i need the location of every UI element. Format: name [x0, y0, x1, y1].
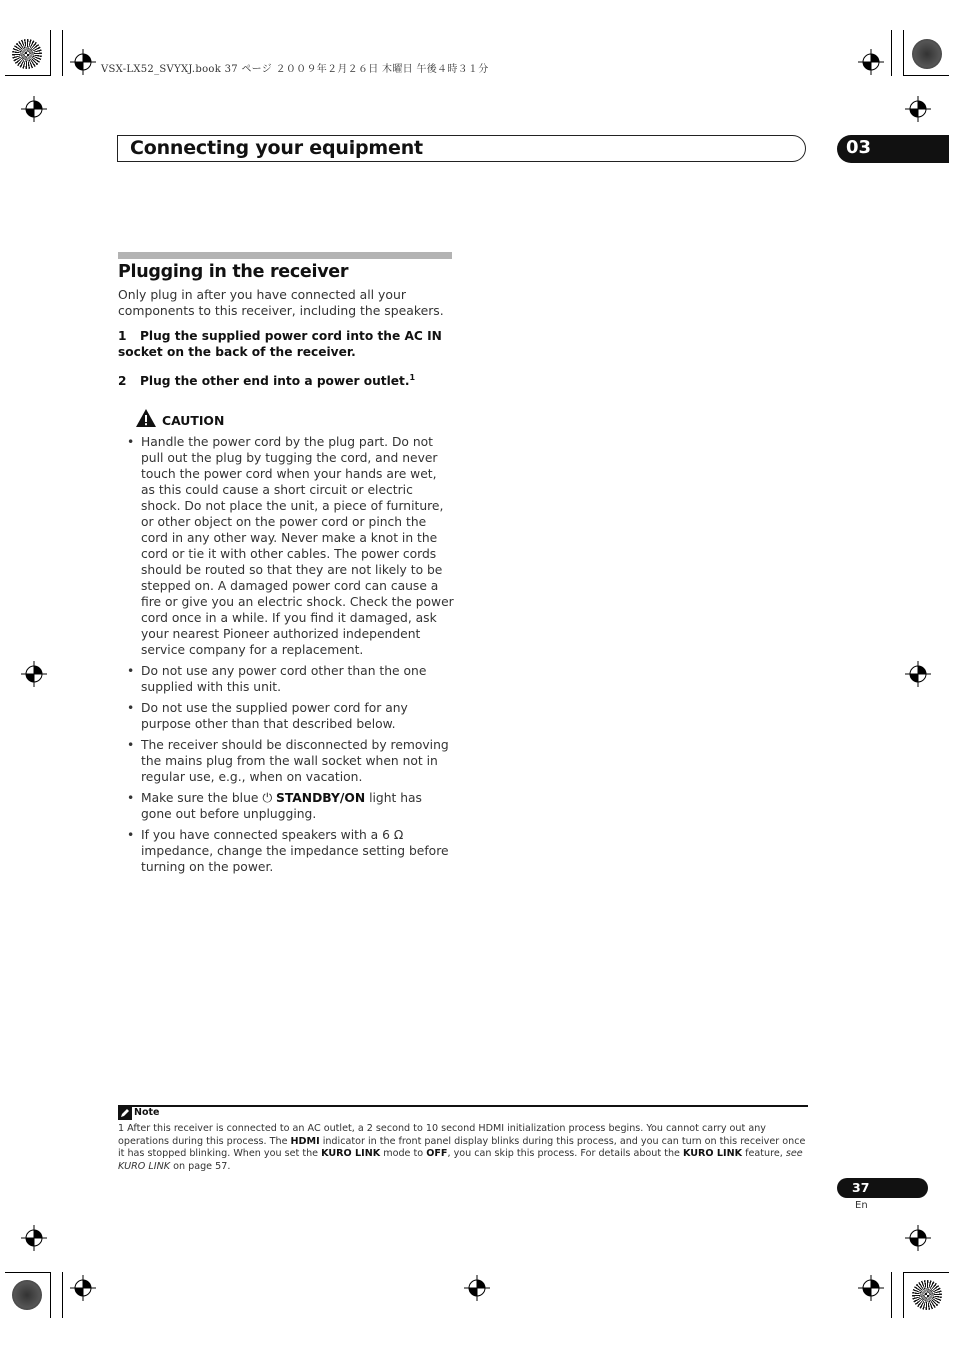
note-rule [118, 1105, 808, 1107]
registration-mark-icon [21, 96, 47, 122]
caution-list [127, 434, 454, 880]
caution-item-text: light has gone out before unplugging. [141, 791, 422, 821]
note-label: Note [134, 1107, 160, 1118]
footnote-ref: 1 [409, 372, 416, 382]
warning-triangle-icon [135, 408, 157, 428]
registration-mark-icon [905, 661, 931, 687]
section-intro: Only plug in after you have connected all your components to this receiver, including the speakers. [118, 287, 444, 318]
registration-mark-icon [21, 1225, 47, 1251]
color-target-icon [912, 39, 942, 69]
footnote-text: feature, [742, 1148, 786, 1159]
caution-item: • The receiver should be disconnected by removing the mains plug from the wall socket when not in regular use, e.g., when on vacation. [127, 737, 454, 785]
footnote-text: After this receiver is connected to an AC outlet, a 2 second to 10 second HDMI initialization process begins. You cannot carry out any operations during this process. The [118, 1123, 766, 1147]
step-number: 1 [118, 329, 127, 343]
footnote-term: KURO LINK [682, 1148, 743, 1159]
registration-mark-icon [464, 1275, 490, 1301]
registration-mark-icon [21, 661, 47, 687]
footnote-term: OFF [426, 1148, 448, 1159]
caution-item [127, 790, 454, 822]
caution-item: • Handle the power cord by the plug part. Do not pull out the plug by tugging the cord, and never touch the power cord when your hands are wet, as this could cause a short circuit or electric shock. Do not place the unit, a piece of furniture, or other object on the power cord or pinch the cord in any other way. Never make a knot in the cord or tie it with other cables. The power cords should be routed so that they are not likely to be stepped on. A damaged power cord can cause a fire or give you an electric shock. Check the power cord once in a while. If you find it damaged, ask your nearest Pioneer authorized independent service company for a replacement. [127, 434, 454, 658]
step-item [118, 328, 452, 360]
section-rule [118, 252, 452, 259]
color-target-icon [912, 1280, 942, 1310]
caution-item: • If you have connected speakers with a 6 Ω impedance, change the impedance setting before turning on the power. [127, 827, 454, 875]
chapter-title: Connecting your equipment [130, 137, 423, 159]
step-number: 2 [118, 374, 127, 388]
color-target-icon [12, 1280, 42, 1310]
caution-label: CAUTION [162, 413, 225, 428]
caution-item: • Do not use the supplied power cord for any purpose other than that described below. [127, 700, 454, 732]
footnote-crossref: see KURO LINK [118, 1148, 803, 1172]
caution-item-text: Make sure the blue [141, 791, 263, 805]
footnote-text: mode to [380, 1148, 427, 1159]
footnote-number: 1 [118, 1123, 125, 1134]
registration-mark-icon [905, 1225, 931, 1251]
note-pencil-icon [118, 1107, 132, 1120]
registration-mark-icon [70, 49, 96, 75]
footnote-text: on page 57. [170, 1160, 231, 1172]
registration-mark-icon [858, 1275, 884, 1301]
print-header: VSX-LX52_SVYXJ.book 37 ページ ２００９年２月２６日 木曜日 午後４時３１分 [101, 64, 489, 75]
page-number: 37 [837, 1178, 928, 1198]
footnote-term: KURO LINK [321, 1148, 381, 1159]
footnote-text: indicator in the front panel display blinks during this process, and you can turn on this receiver once it has stopped blinking. When you set the [118, 1135, 806, 1159]
footnote-text: , you can skip this process. For details about the [447, 1148, 683, 1159]
footnote-term: HDMI [290, 1135, 320, 1147]
standby-on-label: STANDBY/ON [276, 791, 366, 805]
registration-mark-icon [858, 49, 884, 75]
chapter-number-tab: 03 [837, 135, 949, 163]
color-target-icon [12, 39, 42, 69]
step-text: Plug the supplied power cord into the AC IN socket on the back of the receiver. [118, 329, 442, 359]
registration-mark-icon [905, 96, 931, 122]
footnote [118, 1123, 810, 1173]
caution-item: • Do not use any power cord other than the one supplied with this unit. [127, 663, 454, 695]
section-title: Plugging in the receiver [118, 262, 349, 282]
registration-mark-icon [70, 1275, 96, 1301]
language-code: En [855, 1200, 868, 1211]
step-text: Plug the other end into a power outlet. [140, 374, 410, 388]
step-item [118, 373, 452, 389]
power-icon: ⏻ [262, 791, 273, 805]
